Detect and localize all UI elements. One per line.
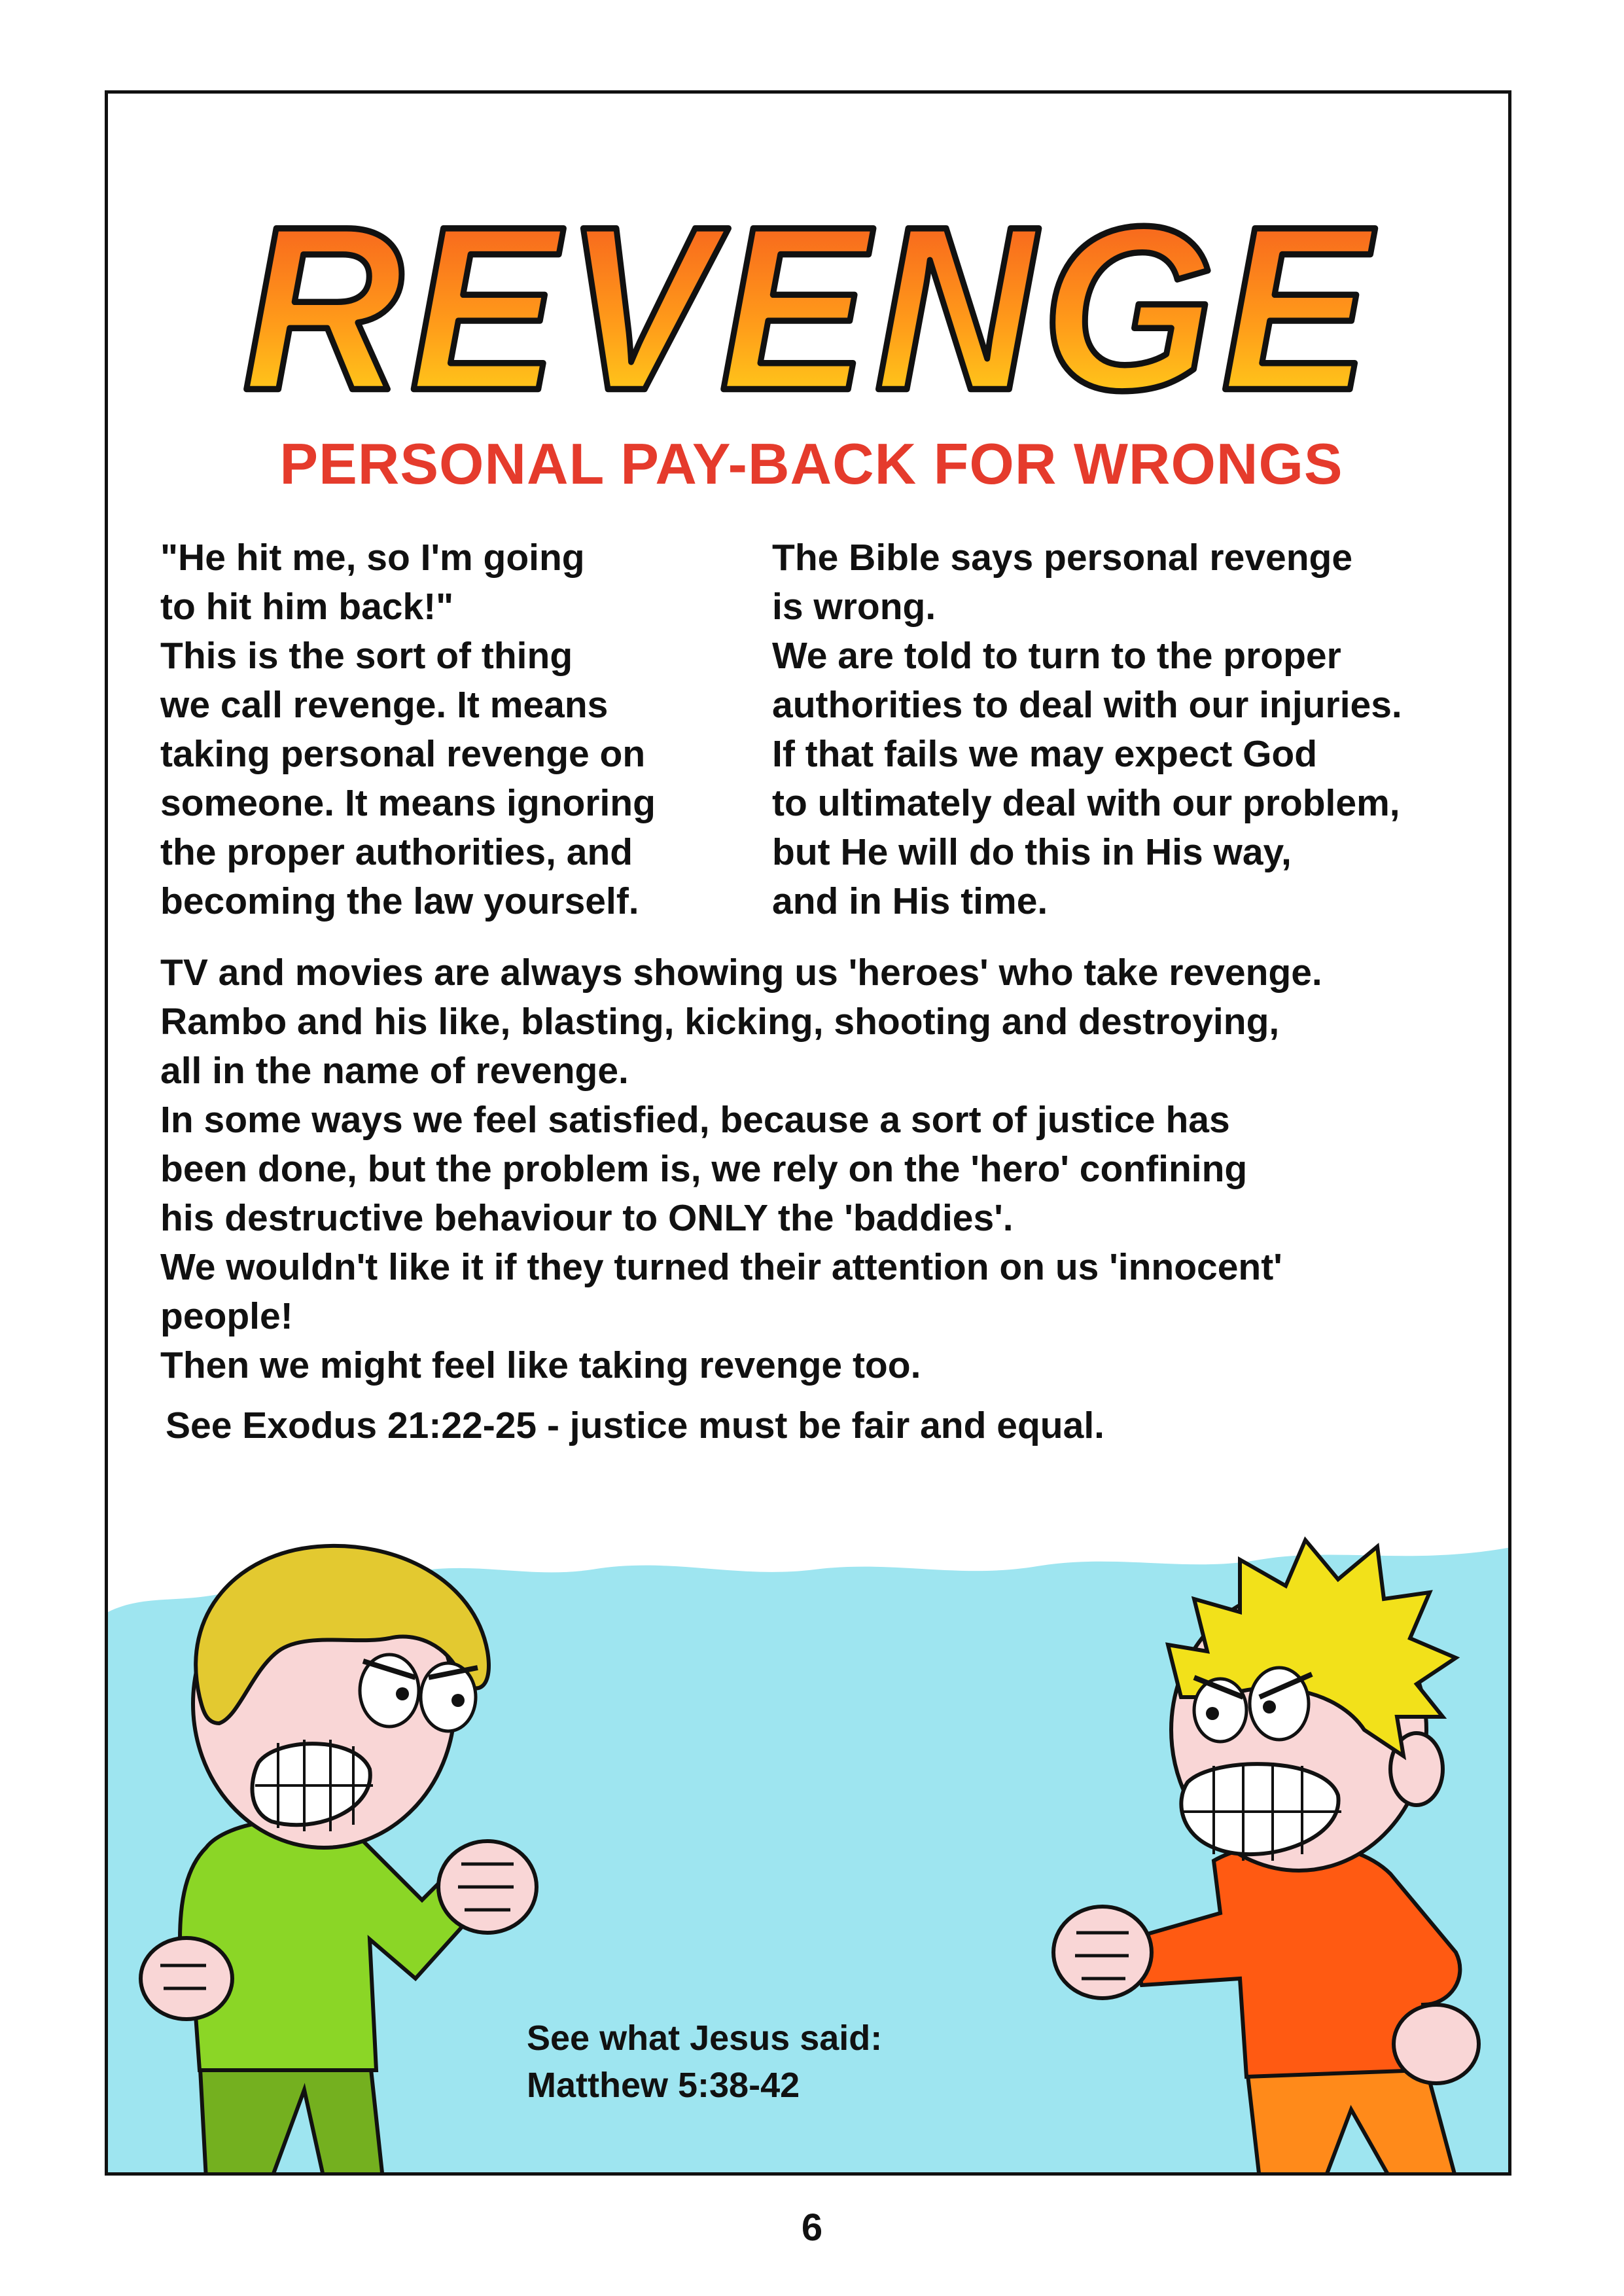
- exodus-reference: See Exodus 21:22-25 - justice must be fair and equal.: [166, 1405, 1104, 1446]
- page-number: 6: [801, 2206, 823, 2249]
- right-column-text: The Bible says personal revenge is wrong. We are told to turn to the proper authorities to deal with our injuries. If that fails we may expect God to ultimately deal with our problem, but He will do this in His way, and in His time.: [772, 537, 1402, 922]
- jesus-reference: See what Jesus said: Matthew 5:38-42: [527, 2018, 883, 2105]
- left-column-text: "He hit me, so I'm going to hit him back!" This is the sort of thing we call revenge. It means taking personal revenge on someone. It means ignoring the proper authorities, and becoming the law yourself.: [160, 537, 656, 922]
- page-frame: [105, 90, 1511, 2176]
- subtitle: PERSONAL PAY-BACK FOR WRONGS: [279, 431, 1343, 496]
- main-paragraph: TV and movies are always showing us 'heroes' who take revenge. Rambo and his like, blasting, kicking, shooting and destroying, all in the name of revenge. In some ways we feel satisfied, because a sort of justice has been done, but the problem is, we rely on the 'hero' confining his destructive behaviour to ONLY the 'baddies'. We wouldn't like it if they turned their attention on us 'innocent' people! Then we might feel like taking revenge too.: [160, 952, 1322, 1386]
- title-logo: [108, 94, 1511, 434]
- title-text: REVENGE: [242, 177, 1377, 434]
